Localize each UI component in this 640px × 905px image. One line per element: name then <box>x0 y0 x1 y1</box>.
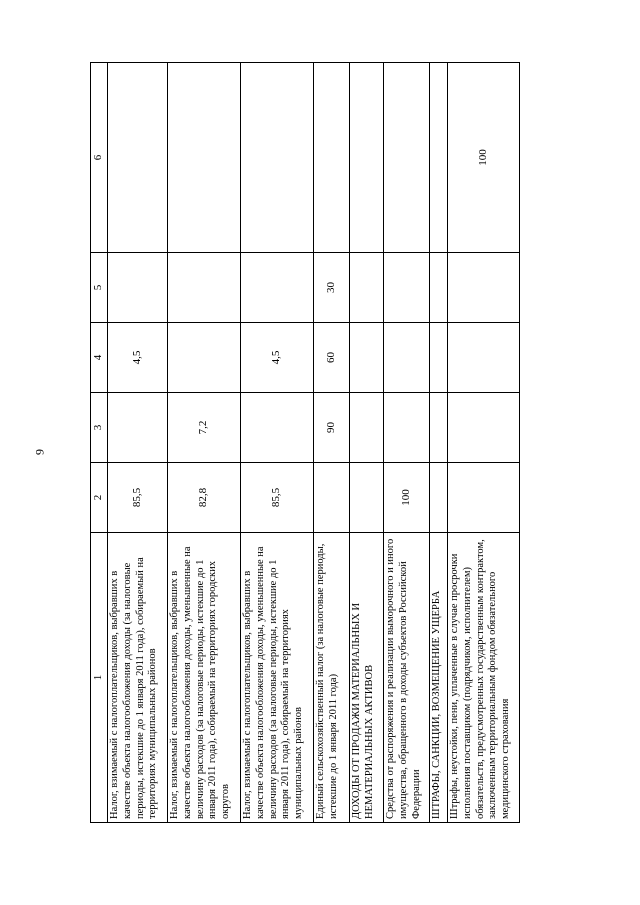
row-value: 82,8 <box>168 463 241 533</box>
section-heading: ШТРАФЫ, САНКЦИИ, ВОЗМЕЩЕНИЕ УЩЕРБА <box>430 533 448 823</box>
budget-distribution-table <box>90 62 520 823</box>
row-value <box>448 393 520 463</box>
row-description: Средства от распоряжения и реализации выморочного и иного имущества, обращенного в доходы субъектов Российской Федерации <box>384 533 430 823</box>
row-value: 30 <box>314 253 350 323</box>
row-value <box>384 393 430 463</box>
row-value: 90 <box>314 393 350 463</box>
row-value <box>108 63 168 253</box>
row-value <box>168 323 241 393</box>
row-value <box>314 63 350 253</box>
row-value: 85,5 <box>241 463 314 533</box>
page-number: 9 <box>32 449 47 455</box>
row-value <box>350 253 384 323</box>
row-value: 85,5 <box>108 463 168 533</box>
row-value: 4,5 <box>241 323 314 393</box>
row-value <box>448 463 520 533</box>
table-row <box>384 63 430 823</box>
row-value <box>384 323 430 393</box>
row-value <box>108 253 168 323</box>
row-description: Налог, взимаемый с налогоплательщиков, выбравших в качестве объекта налогообложения доходы, уменьшенные на величину расходов (за налоговые периоды, истекшие до 1 января 2011 года), собираемый на территориях городских округов <box>168 533 241 823</box>
row-value <box>241 393 314 463</box>
row-value: 60 <box>314 323 350 393</box>
row-value <box>430 463 448 533</box>
column-header: 6 <box>91 63 108 253</box>
row-description: Штрафы, неустойки, пени, уплаченные в случае просрочки исполнения поставщиком (подрядчиком, исполнителем) обязательств, предусмотренных государственным контрактом, заключенным территориальным фондом обязательного медицинского страхования <box>448 533 520 823</box>
table-row <box>314 63 350 823</box>
row-value <box>350 393 384 463</box>
row-value <box>448 253 520 323</box>
row-value <box>168 253 241 323</box>
row-value <box>384 253 430 323</box>
row-value <box>384 63 430 253</box>
row-description: Налог, взимаемый с налогоплательщиков, выбравших в качестве объекта налогообложения доходы (за налоговые периоды, истекшие до 1 января 2011 года), собираемый на территориях муниципальных районов <box>108 533 168 823</box>
table-row <box>241 63 314 823</box>
row-value: 7,2 <box>168 393 241 463</box>
column-header: 4 <box>91 323 108 393</box>
column-header: 2 <box>91 463 108 533</box>
section-row <box>430 63 448 823</box>
row-value <box>350 63 384 253</box>
row-value <box>430 393 448 463</box>
row-value <box>350 323 384 393</box>
row-value: 100 <box>448 63 520 253</box>
row-value <box>314 463 350 533</box>
row-value <box>241 63 314 253</box>
column-header: 1 <box>91 533 108 823</box>
row-value <box>108 393 168 463</box>
column-header: 5 <box>91 253 108 323</box>
section-heading: ДОХОДЫ ОТ ПРОДАЖИ МАТЕРИАЛЬНЫХ И НЕМАТЕРИАЛЬНЫХ АКТИВОВ <box>350 533 384 823</box>
column-header: 3 <box>91 393 108 463</box>
row-value <box>430 323 448 393</box>
row-description: Единый сельскохозяйственный налог (за налоговые периоды, истекшие до 1 января 2011 года) <box>314 533 350 823</box>
row-value <box>430 63 448 253</box>
row-value: 100 <box>384 463 430 533</box>
row-value <box>448 323 520 393</box>
row-value <box>168 63 241 253</box>
section-row <box>350 63 384 823</box>
table-row <box>108 63 168 823</box>
row-value <box>430 253 448 323</box>
header-row <box>91 63 108 823</box>
table-row <box>448 63 520 823</box>
row-description: Налог, взимаемый с налогоплательщиков, выбравших в качестве объекта налогообложения доходы, уменьшенные на величину расходов (за налоговые периоды, истекшие до 1 января 2011 года), собираемый на территориях муниципальных районов <box>241 533 314 823</box>
row-value <box>241 253 314 323</box>
row-value: 4,5 <box>108 323 168 393</box>
table-row <box>168 63 241 823</box>
row-value <box>350 463 384 533</box>
table-container <box>90 63 512 823</box>
